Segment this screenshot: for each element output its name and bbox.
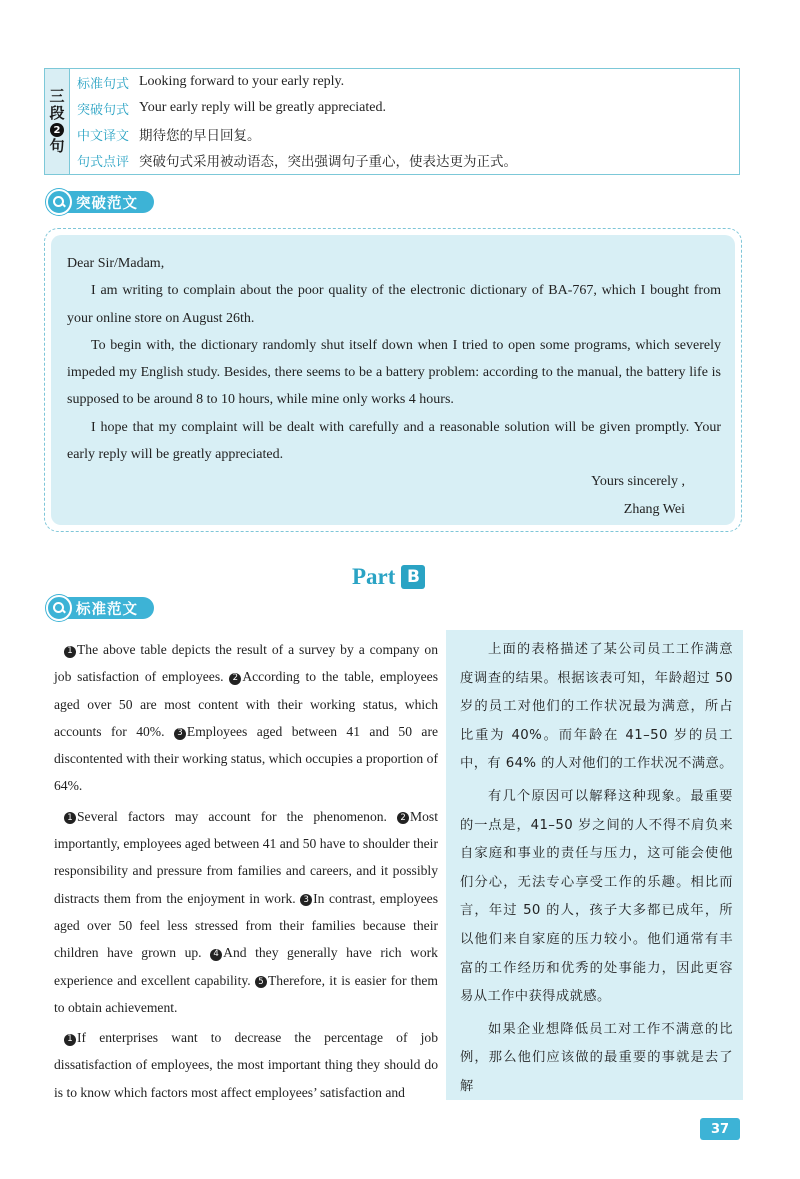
- sentence-row-standard: [77, 69, 344, 95]
- letter-paragraph: I hope that my complaint will be dealt with carefully and a reasonable solution will be given promptly. Your early reply will be greatly appreciated.: [67, 419, 721, 463]
- search-icon: [46, 189, 72, 215]
- sentence-number: 2: [229, 673, 241, 685]
- letter-salutation: Dear Sir/Madam,: [67, 256, 165, 271]
- sentence-text: Several factors may account for the phenomenon.: [77, 808, 398, 824]
- sentence-number: 1: [64, 646, 76, 658]
- row-text: Your early reply will be greatly appreciated.: [139, 100, 386, 115]
- part-title: Part: [352, 564, 396, 589]
- sentence-number: 2: [397, 812, 409, 824]
- section-badge-standard: [46, 596, 154, 620]
- row-text: 突破句式采用被动语态，突出强调句子重心，使表达更为正式。: [139, 154, 517, 170]
- row-label: 中文译文: [77, 128, 130, 144]
- part-letter-badge: B: [401, 565, 425, 589]
- sentence-text: In contrast, employees aged over 50 feel less stressed from their families because their children have grown up.: [54, 890, 438, 961]
- letter-closing: Yours sincerely ,: [591, 474, 685, 490]
- sentence-side-label: [45, 69, 70, 174]
- letter-signature: Zhang Wei: [623, 501, 685, 517]
- sentence-text: The above table depicts the result of a survey by a company on job satisfaction of employees.: [54, 642, 438, 685]
- english-essay: [54, 636, 438, 1106]
- sentence-row-translation: [77, 121, 261, 147]
- search-icon: [46, 595, 72, 621]
- letter-paragraph: To begin with, the dictionary randomly shut itself down when I tried to open some programs, which severely impeded my English study. Besides, there seems to be a battery problem: according to the manual, the battery life is supposed to be around 8 to 10 hours, while mine only works 4 hours.: [67, 337, 721, 408]
- sentence-number: 1: [64, 812, 76, 824]
- page-number: 37: [700, 1118, 740, 1140]
- model-letter: [51, 235, 735, 525]
- sentence-row-breakthrough: [77, 95, 386, 121]
- sentence-text: According to the table, employees aged over 50 are most content with their working status, which accounts for 40%.: [54, 669, 438, 739]
- section-badge-label: 突破范文: [62, 191, 154, 213]
- chinese-translation: [446, 630, 743, 1100]
- model-letter-box: [44, 228, 742, 532]
- sentence-number: 4: [210, 949, 222, 961]
- side-label-number: 2: [50, 123, 64, 137]
- essay-paragraph: [54, 636, 438, 800]
- row-label: 标准句式: [77, 76, 130, 92]
- row-text: 期待您的早日回复。: [139, 128, 261, 144]
- sentence-pattern-box: [44, 68, 740, 175]
- sentence-text: Employees aged between 41 and 50 are discontented with their working status, which occupies a proportion of 64%.: [54, 723, 439, 794]
- sentence-row-comment: [77, 147, 517, 173]
- essay-paragraph: [54, 1024, 438, 1106]
- side-label-char: 句: [49, 137, 65, 155]
- sentence-text: And they generally have rich work experience and excellent capability.: [54, 945, 438, 988]
- row-text: Looking forward to your early reply.: [139, 74, 345, 89]
- section-badge-label: 标准范文: [62, 597, 154, 619]
- sentence-number: 3: [300, 894, 312, 906]
- sentence-text: Therefore, it is easier for them to obtain achievement.: [54, 972, 438, 1015]
- sentence-number: 1: [64, 1034, 76, 1046]
- translation-paragraph: 如果企业想降低员工对工作不满意的比例，那么他们应该做的最重要的事就是去了解: [460, 1021, 733, 1094]
- translation-paragraph: 上面的表格描述了某公司员工工作满意度调查的结果。根据该表可知，年龄超过 50 岁的员工对他们的工作状况最为满意，所占比重为 40%。而年龄在 41–50 岁的员工中，有 64% 的人对他们的工作状况不满意。: [460, 642, 733, 772]
- row-label: 突破句式: [77, 102, 130, 118]
- letter-paragraph: I am writing to complain about the poor quality of the electronic dictionary of BA-767, which I bought from your online store on August 26th.: [67, 283, 721, 326]
- side-label-char: 三: [49, 87, 65, 105]
- sentence-text: Most importantly, employees aged between 41 and 50 have to shoulder their responsibility and pressure from families and careers, and it possibly distracts them from the enjoyment in work.: [54, 808, 438, 906]
- section-badge-breakthrough: [46, 190, 154, 214]
- sentence-number: 3: [174, 728, 186, 740]
- translation-paragraph: 有几个原因可以解释这种现象。最重要的一点是，41–50 岁之间的人不得不肩负来自家庭和事业的责任与压力，这可能会使他们分心，无法专心享受工作的乐趣。相比而言，年过 50 的人，孩子大多都已成年，所以他们来自家庭的压力较小。他们通常有丰富的工作经历和优秀的处事能力，因此更容易从工作中获得成就感。: [460, 788, 733, 1005]
- sentence-text: If enterprises want to decrease the percentage of job dissatisfaction of employees, the most important thing they should do is to know which factors most affect employees’ satisfaction and: [54, 1030, 438, 1100]
- side-label-char: 段: [49, 104, 65, 122]
- essay-paragraph: [54, 803, 438, 1021]
- row-label: 句式点评: [77, 154, 130, 170]
- part-heading: [352, 562, 425, 592]
- sentence-number: 5: [255, 976, 267, 988]
